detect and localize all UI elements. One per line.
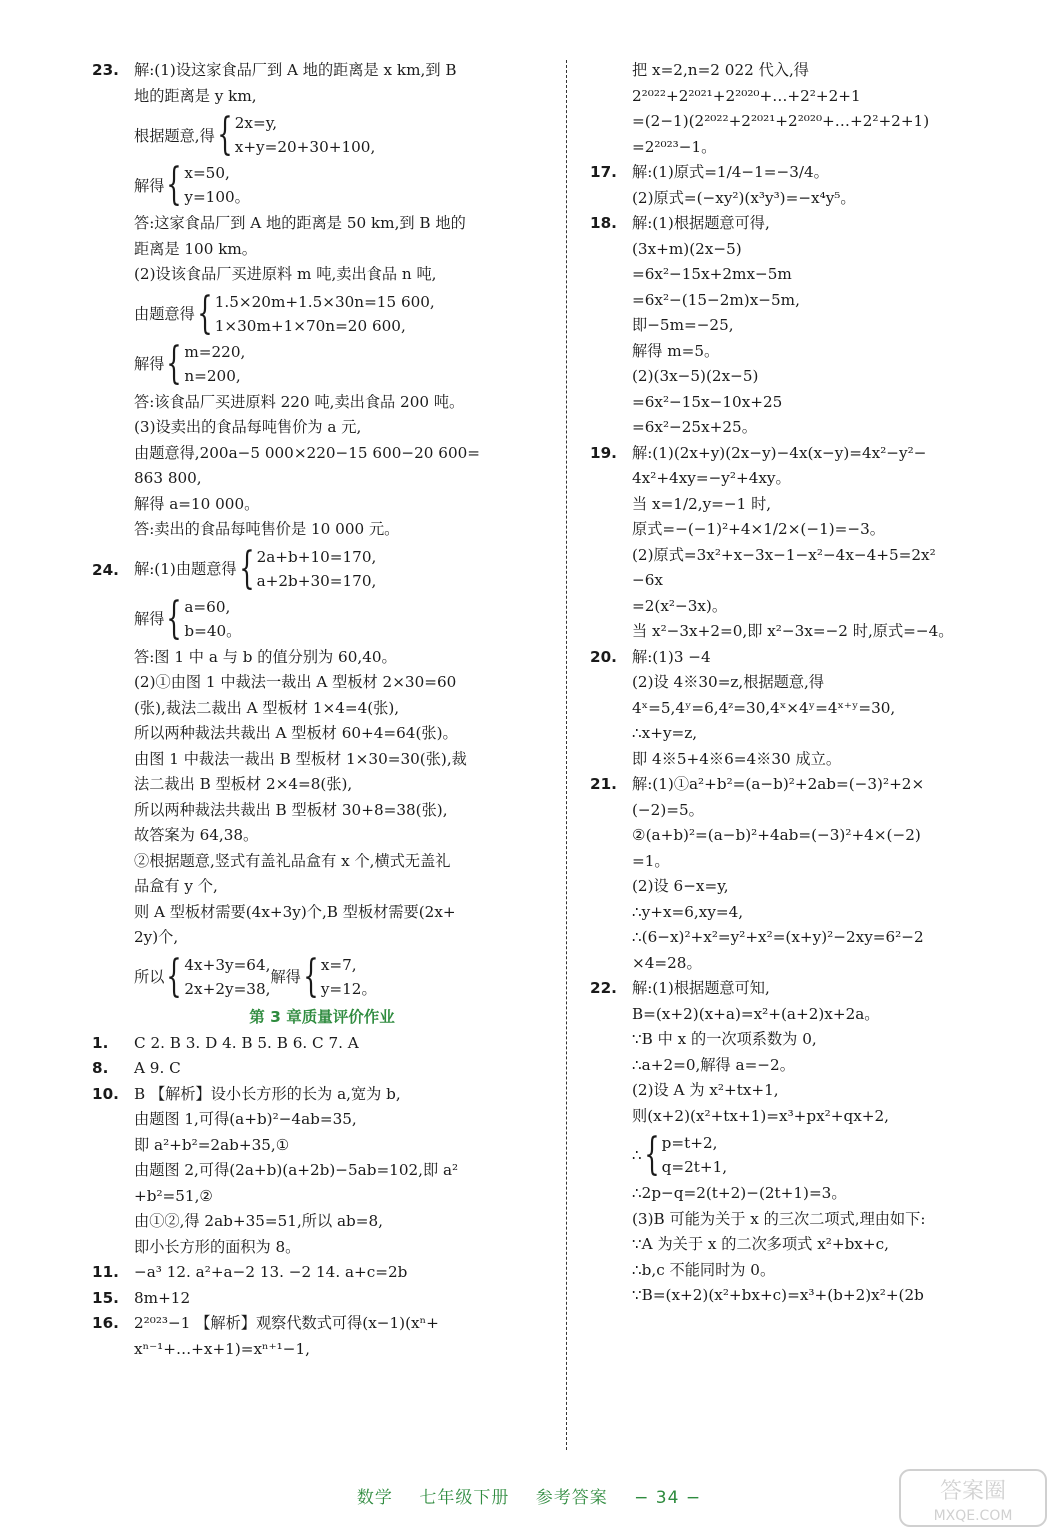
left-brace-icon: {: [166, 337, 183, 389]
equation-system: [134, 337, 552, 389]
equation-rows: [184, 953, 270, 1001]
answer-line: (2)设 6−x=y,: [632, 877, 729, 895]
answer-text: B 【解析】设小长方形的长为 a,宽为 b,: [134, 1084, 401, 1103]
answer-line: 所以两种裁法共裁出 B 型板材 30+8=38(张),: [134, 800, 448, 819]
answer-line: ②(a+b)²=(a−b)²+4ab=(−3)²+4×(−2): [632, 826, 921, 844]
answer-line: 由题图 1,可得(a+b)²−4ab=35,: [134, 1110, 357, 1128]
answer-line: 解得 m=5。: [632, 341, 720, 360]
answer-text: 解:(1)(2x+y)(2x−y)−4x(x−y)=4x²−y²−: [632, 443, 927, 462]
equation-rows: [235, 111, 376, 159]
answer-text: 解:(1)根据题意可知,: [632, 979, 770, 997]
answer-line: 863 800,: [134, 469, 202, 487]
answer-line: [590, 1131, 1040, 1179]
question-line: [590, 645, 1040, 671]
answer-line: 由①②,得 2ab+35=51,所以 ab=8,: [134, 1212, 383, 1230]
answer-line: =6x²−15x−10x+25: [632, 392, 783, 411]
question-line: [92, 1286, 552, 1312]
answer-line: (3x+m)(2x−5): [632, 239, 742, 258]
answer-line: ∴y+x=6,xy=4,: [632, 902, 744, 921]
answer-line: 答:这家食品厂到 A 地的距离是 50 km,到 B 地的: [134, 214, 466, 232]
question-line: [590, 160, 1040, 186]
answer-line: (2)原式=3x²+x−3x−1−x²−4x−4+5=2x²: [632, 545, 936, 564]
answer-line: (张),裁法二裁出 A 型板材 1×4=4(张),: [134, 698, 400, 717]
answer-line: =6x²−(15−2m)x−5m,: [632, 290, 800, 309]
answer-line: 则(x+2)(x²+tx+1)=x³+px²+qx+2,: [632, 1106, 889, 1125]
equation-row: b=40。: [184, 621, 242, 640]
equation-row: 2x=y,: [234, 114, 278, 132]
left-brace-icon: {: [197, 287, 213, 339]
answer-line: [92, 111, 552, 159]
question-line: [92, 1311, 552, 1337]
equation-rows: [184, 340, 245, 388]
answer-line: ∴2p−q=2(t+2)−(2t+1)=3。: [632, 1184, 847, 1202]
answer-line: =1。: [632, 851, 670, 870]
equation-row: 2a+b+10=170,: [256, 547, 377, 566]
question-number: 11.: [92, 1263, 119, 1281]
answer-line: [92, 161, 552, 209]
question-number: 19.: [590, 443, 617, 462]
answer-line: 由图 1 中裁法一裁出 B 型板材 1×30=30(张),裁: [134, 749, 467, 768]
equation-rows: [184, 595, 241, 643]
footer-grade: 七年级下册: [419, 1488, 510, 1508]
answer-line: 答:卖出的食品每吨售价是 10 000 元。: [134, 520, 400, 538]
answer-line: =6x²−15x+2mx−5m: [632, 265, 792, 283]
answer-line: =2²⁰²³−1。: [632, 137, 717, 156]
question-line: [590, 441, 1040, 467]
answer-line: 当 x²−3x+2=0,即 x²−3x=−2 时,原式=−4。: [632, 622, 954, 640]
question-line: [92, 1082, 552, 1108]
question-line: [92, 1031, 552, 1057]
left-brace-icon: {: [166, 592, 183, 644]
equation-row: x=50,: [184, 164, 230, 182]
question-number: 16.: [92, 1314, 119, 1332]
answer-text: C 2. B 3. D 4. B 5. B 6. C 7. A: [134, 1033, 359, 1052]
equation-row: q=2t+1,: [661, 1158, 728, 1176]
answer-line: =2(x²−3x)。: [632, 596, 728, 615]
equation-rows: [257, 545, 377, 593]
answer-line: 即 4※5+4※6=4※30 成立。: [632, 749, 842, 768]
footer-subject: 数学: [356, 1488, 393, 1508]
answer-line: 地的距离是 y km,: [134, 86, 257, 105]
answer-line: 把 x=2,n=2 022 代入,得: [632, 61, 809, 79]
answer-line: (2)设该食品厂买进原料 m 吨,卖出食品 n 吨,: [134, 265, 437, 283]
answer-line: 即−5m=−25,: [632, 316, 734, 334]
equation-lead: 解得: [270, 968, 301, 986]
equation-lead: 解:(1)由题意得: [134, 560, 237, 578]
left-brace-icon: {: [166, 950, 183, 1002]
question-number: 23.: [92, 61, 119, 79]
answer-line: (2)原式=(−xy²)(x³y³)=−x⁴y⁵。: [632, 188, 856, 207]
answer-line: ∵B 中 x 的一次项系数为 0,: [632, 1030, 817, 1048]
answer-line: +b²=51,②: [134, 1186, 214, 1205]
watermark-logo: [898, 1468, 1048, 1528]
equation-lead: ∴: [632, 1146, 642, 1164]
answer-text: 解:(1)原式=1/4−1=−3/4。: [632, 163, 829, 181]
equation-lead: 解得: [134, 355, 165, 373]
answer-line: ∵B=(x+2)(x²+bx+c)=x³+(b+2)x²+(2b: [632, 1286, 924, 1304]
answer-line: 法二裁出 B 型板材 2×4=8(张),: [134, 775, 353, 793]
answer-line: 由题意得,200a−5 000×220−15 600−20 600=: [134, 443, 480, 462]
answer-line: [92, 337, 552, 389]
question-line: [92, 58, 552, 84]
left-brace-icon: {: [217, 109, 233, 160]
question-number: 24.: [92, 560, 119, 579]
answer-line: ∴x+y=z,: [632, 724, 698, 742]
equation-row: m=220,: [184, 342, 246, 361]
answer-line: 2²⁰²²+2²⁰²¹+2²⁰²⁰+…+2²+2+1: [632, 86, 861, 105]
column-divider: [566, 60, 567, 1450]
answer-line: ∴a+2=0,解得 a=−2。: [632, 1055, 795, 1074]
question-line: [92, 1056, 552, 1082]
answer-line: 故答案为 64,38。: [134, 826, 259, 844]
answer-line: ②根据题意,竖式有盖礼品盒有 x 个,横式无盖礼: [134, 851, 451, 870]
equation-row: y=100。: [184, 188, 250, 206]
answer-line: 品盒有 y 个,: [134, 877, 218, 895]
equation-row: 4x+3y=64,: [184, 955, 271, 974]
equation-system: [134, 592, 552, 644]
answer-line: 由题图 2,可得(2a+b)(a+2b)−5ab=102,即 a²: [134, 1161, 459, 1179]
answer-line: 解得 a=10 000。: [134, 494, 260, 513]
watermark-line2: MXQE.COM: [933, 1508, 1013, 1524]
answer-line: [92, 287, 552, 339]
answer-line: 当 x=1/2,y=−1 时,: [632, 494, 772, 513]
answer-line: ×4=28。: [632, 953, 702, 972]
answer-line: [92, 542, 552, 594]
answer-line: 即 a²+b²=2ab+35,①: [134, 1135, 290, 1154]
answer-line: (3)B 可能为关于 x 的三次二项式,理由如下:: [632, 1209, 926, 1228]
question-number: 1.: [92, 1033, 109, 1052]
equation-row: 1.5×20m+1.5×30n=15 600,: [214, 292, 435, 311]
left-brace-icon: {: [238, 542, 255, 594]
answer-line: (−2)=5。: [632, 800, 704, 819]
answer-line: xⁿ⁻¹+…+x+1)=xⁿ⁺¹−1,: [134, 1339, 310, 1358]
answer-text: 8m+12: [134, 1288, 191, 1307]
equation-lead: 所以: [134, 968, 165, 986]
question-line: [590, 976, 1040, 1002]
equation-row: 1×30m+1×70n=20 600,: [214, 316, 406, 335]
answer-text: 解:(1)①a²+b²=(a−b)²+2ab=(−3)²+2×: [632, 775, 925, 793]
question-line: [590, 772, 1040, 798]
answer-line: 答:该食品厂买进原料 220 吨,卖出食品 200 吨。: [134, 392, 465, 411]
equation-rows: [662, 1131, 727, 1179]
equation-lead: 解得: [134, 610, 165, 628]
equation-rows: [184, 161, 249, 209]
question-number: 22.: [590, 979, 617, 997]
answer-line: ∴(6−x)²+x²=y²+x²=(x+y)²−2xy=6²−2: [632, 928, 924, 946]
answer-line: [92, 950, 552, 1002]
answer-text: 解:(1)设这家食品厂到 A 地的距离是 x km,到 B: [134, 61, 457, 79]
answer-text: 2²⁰²³−1 【解析】观察代数式可得(x−1)(xⁿ+: [134, 1314, 439, 1332]
question-number: 20.: [590, 647, 617, 666]
answer-line: −6x: [632, 571, 663, 589]
equation-row: 2x+2y=38,: [184, 979, 271, 998]
equation-row: x=7,: [320, 955, 357, 974]
answer-line: ∴b,c 不能同时为 0。: [632, 1260, 776, 1279]
left-brace-icon: {: [303, 950, 319, 1002]
answer-text: 解:(1)根据题意可得,: [632, 214, 770, 232]
equation-system: [134, 542, 552, 594]
right-column: [590, 58, 1040, 1309]
left-brace-icon: {: [166, 159, 183, 210]
answer-line: 距离是 100 km。: [134, 239, 257, 258]
answer-line: 4ˣ=5,4ʸ=6,4ᶻ=30,4ˣ×4ʸ=4ˣ⁺ʸ=30,: [632, 698, 896, 717]
equation-rows: [215, 290, 435, 338]
watermark-line1: 答案圈: [939, 1479, 1007, 1504]
answer-text: 解:(1)3 −4: [632, 647, 711, 666]
question-number: 21.: [590, 775, 617, 793]
question-line: [590, 211, 1040, 237]
question-line: [92, 1260, 552, 1286]
question-number: 17.: [590, 163, 617, 181]
answer-line: 所以两种裁法共裁出 A 型板材 60+4=64(张)。: [134, 724, 458, 742]
question-number: 18.: [590, 214, 617, 232]
equation-rows: [321, 953, 377, 1001]
answer-line: =6x²−25x+25。: [632, 418, 757, 436]
equation-row: a=60,: [184, 597, 231, 616]
equation-row: y=12。: [320, 979, 377, 998]
equation-system: [134, 161, 552, 209]
answer-line: (3)设卖出的食品每吨售价为 a 元,: [134, 418, 362, 436]
equation-lead: 根据题意,得: [134, 126, 215, 145]
equation-row: n=200,: [184, 366, 241, 385]
answer-line: B=(x+2)(x+a)=x²+(a+2)x+2a。: [632, 1004, 880, 1023]
equation-system: [134, 950, 552, 1002]
answer-line: (2)(3x−5)(2x−5): [632, 367, 759, 385]
footer-page-number: − 34 −: [634, 1488, 702, 1508]
left-brace-icon: {: [643, 1129, 660, 1180]
equation-system: [632, 1131, 1040, 1179]
answer-text: A 9. C: [134, 1059, 181, 1077]
answer-text: −a³ 12. a²+a−2 13. −2 14. a+c=2b: [134, 1263, 408, 1281]
answer-line: (2)①由图 1 中裁法一裁出 A 型板材 2×30=60: [134, 673, 457, 691]
answer-line: 原式=−(−1)²+4×1/2×(−1)=−3。: [632, 520, 885, 538]
answer-line: (2)设 A 为 x²+tx+1,: [632, 1081, 779, 1099]
answer-line: [92, 592, 552, 644]
answer-line: 2y)个,: [134, 928, 179, 946]
answer-line: 答:图 1 中 a 与 b 的值分别为 60,40。: [134, 647, 397, 666]
equation-system: [134, 111, 552, 159]
question-number: 8.: [92, 1059, 109, 1077]
left-column: [92, 58, 552, 1362]
question-number: 10.: [92, 1084, 119, 1103]
question-number: 15.: [92, 1288, 119, 1307]
footer-section: 参考答案: [535, 1488, 608, 1508]
equation-row: x+y=20+30+100,: [234, 138, 376, 156]
answer-line: ∵A 为关于 x 的二次多项式 x²+bx+c,: [632, 1235, 889, 1253]
equation-system: [134, 287, 552, 339]
equation-lead: 由题意得: [134, 305, 195, 323]
section-title: 第 3 章质量评价作业: [249, 1007, 395, 1026]
answer-line: 4x²+4xy=−y²+4xy。: [632, 469, 791, 487]
equation-row: a+2b+30=170,: [256, 571, 377, 590]
answer-line: 则 A 型板材需要(4x+3y)个,B 型板材需要(2x+: [134, 902, 456, 921]
answer-line: =(2−1)(2²⁰²²+2²⁰²¹+2²⁰²⁰+…+2²+2+1): [632, 112, 930, 130]
answer-line: 即小长方形的面积为 8。: [134, 1237, 301, 1256]
answer-line: (2)设 4※30=z,根据题意,得: [632, 673, 825, 691]
equation-row: p=t+2,: [661, 1134, 718, 1152]
equation-lead: 解得: [134, 176, 165, 195]
